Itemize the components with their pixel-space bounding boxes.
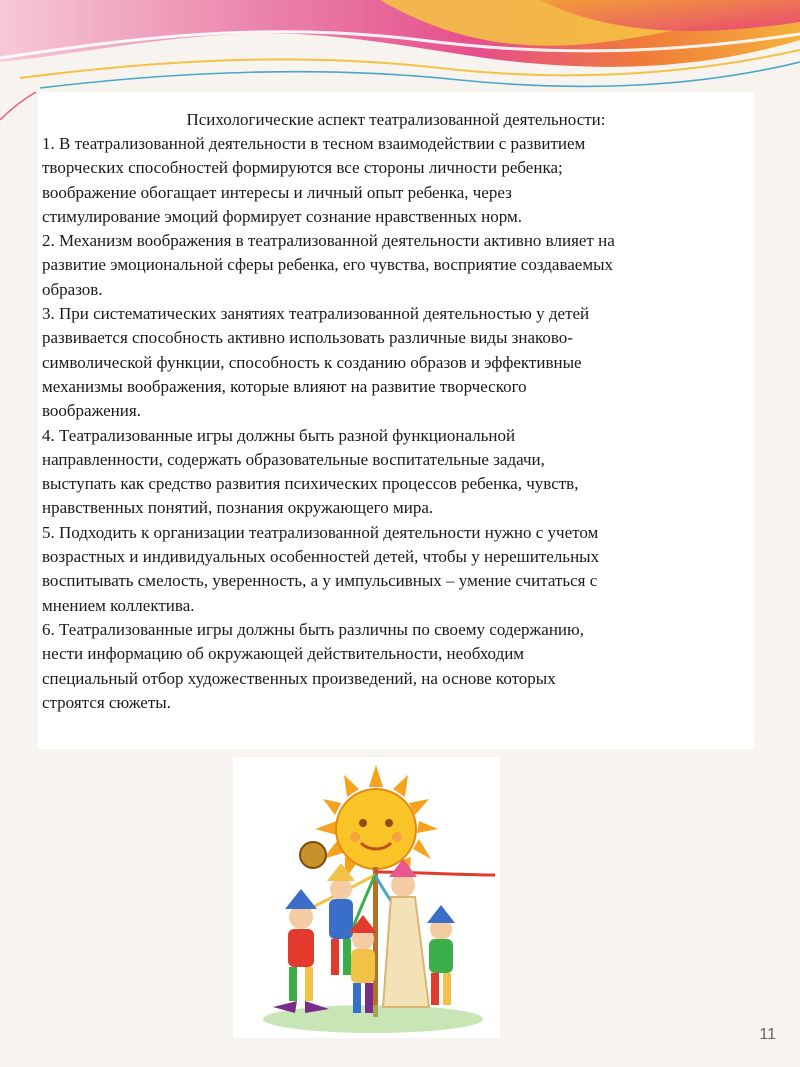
paragraph-6: 6. Театрализованные игры должны быть различны по своему содержанию, нести информацию об окружающей действительности, необходим специальный отбор художественных произведений, на основе которых строятся сюжеты. [42, 619, 584, 712]
illustration [233, 757, 500, 1038]
slide-number: 11 [759, 1026, 776, 1043]
paragraph-2: 2. Механизм воображения в театрализованной деятельности активно влияет на развитие эмоциональной сферы ребенка, его чувства, восприятие создаваемых образов. [42, 231, 615, 299]
child-right [427, 905, 455, 1005]
paragraph-1: 1. В театрализованной деятельности в тесном взаимодействии с развитием творческих способностей формируются все стороны личности ребенка; воображение обогащает интересы и личный опыт ребенка, через стимулирование эмоций формирует сознание нравственных норм. [42, 134, 586, 226]
paragraph-4: 4. Театрализованные игры должны быть разной функциональной направленности, содержать образовательные воспитательные задачи, выступать как средство развития психических процессов ребенка, чувств, нравственных понятий, познания окружающего мира. [42, 425, 579, 518]
child-center [349, 915, 377, 1013]
slide-body [42, 132, 750, 715]
child-dress [383, 859, 429, 1007]
child-left [273, 889, 329, 1013]
maypole [373, 867, 378, 1017]
sun-icon [315, 765, 438, 879]
sun-and-dancing-children-illustration [233, 757, 500, 1038]
slide-title: Психологические аспект театрализованной деятельности: [186, 110, 606, 129]
paragraph-3: 3. При систематических занятиях театрализованной деятельностью у детей развивается способность активно использовать различные виды знаково- символической функции, способность к созданию образов и эффективные механизмы воображения, которые влияют на развитие творческого воображения. [42, 304, 590, 421]
paragraph-5: 5. Подходить к организации театрализованной деятельности нужно с учетом возрастных и индивидуальных особенностей детей, чтобы у нерешительных воспитывать смелость, уверенность, а у импульсивных – умение считаться с мнением коллектива. [42, 522, 600, 615]
text-panel [38, 92, 754, 749]
